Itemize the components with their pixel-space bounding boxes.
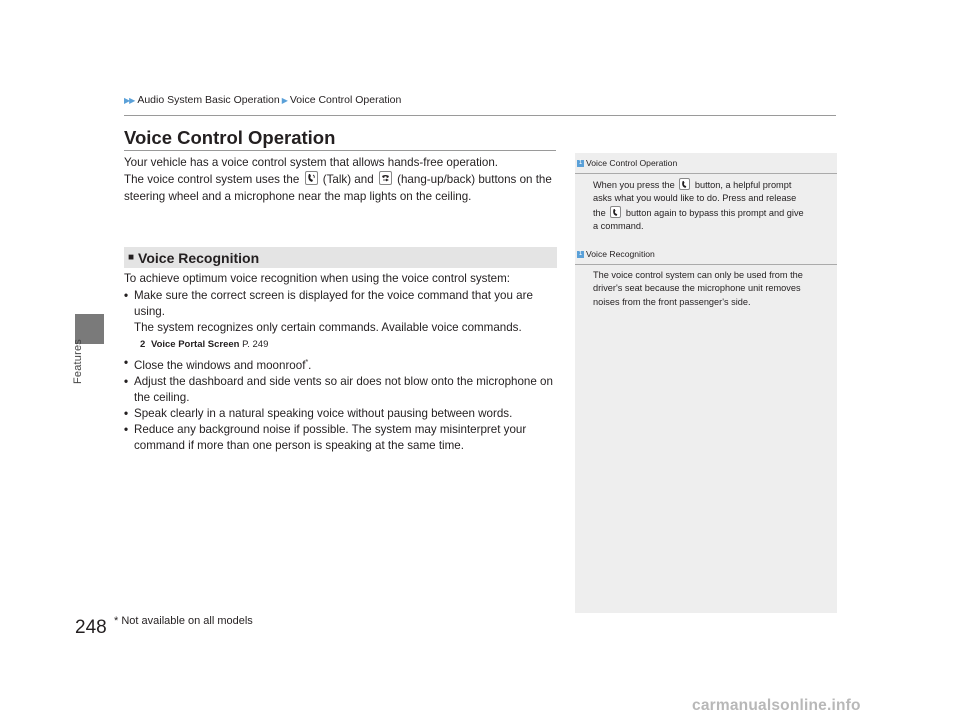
hang-up-button-icon	[379, 171, 392, 185]
list-item: • Speak clearly in a natural speaking voice without pausing between words.	[124, 406, 513, 420]
square-bullet-icon: ■	[128, 252, 135, 263]
footnote: * Not available on all models	[114, 615, 253, 627]
bullet-icon: •	[124, 289, 129, 302]
breadcrumb-item-voice-control[interactable]: Voice Control Operation	[289, 94, 402, 106]
list-item: • Reduce any background noise if possible. The system may misinterpret your command if more than one person is speaking at the same time.	[124, 422, 527, 452]
bullet-icon: •	[124, 422, 129, 436]
note-voice-control-operation: 1 Voice Control Operation When you press the button, a helpful prompt asks what you would like to do. Press and release the button again to bypass this prompt and give a command.	[585, 157, 829, 234]
breadcrumb	[124, 94, 401, 106]
note-divider	[575, 173, 837, 174]
intro-line-2: The voice control system uses the (Talk) and (hang-up/back) buttons on the	[124, 173, 552, 186]
header-divider	[124, 115, 836, 116]
talk-button-icon	[305, 171, 318, 185]
bullet-icon: •	[124, 356, 129, 369]
bullet-icon: •	[124, 406, 129, 420]
watermark: carmanualsonline.info	[692, 697, 861, 714]
list-item-subtext: The system recognizes only certain commands. Available voice commands.	[134, 321, 522, 334]
intro-text	[124, 154, 560, 205]
breadcrumb-arrow-icon: ▶	[281, 95, 288, 105]
list-item: • Close the windows and moonroof*.	[124, 356, 312, 372]
note-divider	[575, 264, 837, 265]
page-title: Voice Control Operation	[124, 127, 336, 148]
note-title: Voice Control Operation	[586, 158, 678, 168]
side-tab-label: Features	[72, 338, 84, 384]
note-marker-icon: 1	[578, 160, 583, 167]
intro-line-3: steering wheel and a microphone near the map lights on the ceiling.	[124, 190, 472, 203]
list-item: • Make sure the correct screen is displayed for the voice command that you are using.	[124, 289, 533, 318]
page-number: 248	[75, 617, 107, 638]
section-header-voice-recognition: ■ Voice Recognition	[124, 247, 557, 268]
list-intro: To achieve optimum voice recognition when using the voice control system:	[124, 272, 511, 285]
talk-button-icon	[679, 178, 690, 190]
reference-arrow-icon: 2	[140, 339, 146, 350]
cross-reference-link[interactable]: 2 Voice Portal Screen P. 249	[140, 339, 269, 350]
note-marker-icon: 1	[578, 251, 583, 258]
voice-recognition-list	[124, 271, 560, 454]
asterisk-icon: *	[305, 359, 309, 366]
bullet-icon: •	[124, 374, 129, 388]
note-voice-recognition: 1 Voice Recognition The voice control system can only be used from the driver's seat because the microphone unit removes noises from the front passenger's side.	[585, 248, 829, 309]
intro-line-1: Your vehicle has a voice control system that allows hands-free operation.	[124, 156, 498, 169]
title-divider	[124, 150, 556, 151]
list-item: • Adjust the dashboard and side vents so air does not blow onto the microphone on the ceiling.	[124, 374, 553, 404]
breadcrumb-arrow-icon: ▶▶	[124, 95, 135, 105]
breadcrumb-item-audio-system[interactable]: Audio System Basic Operation	[137, 94, 280, 106]
sidebar-notes	[575, 153, 837, 613]
note-title: Voice Recognition	[586, 249, 655, 259]
talk-button-icon	[610, 206, 621, 218]
